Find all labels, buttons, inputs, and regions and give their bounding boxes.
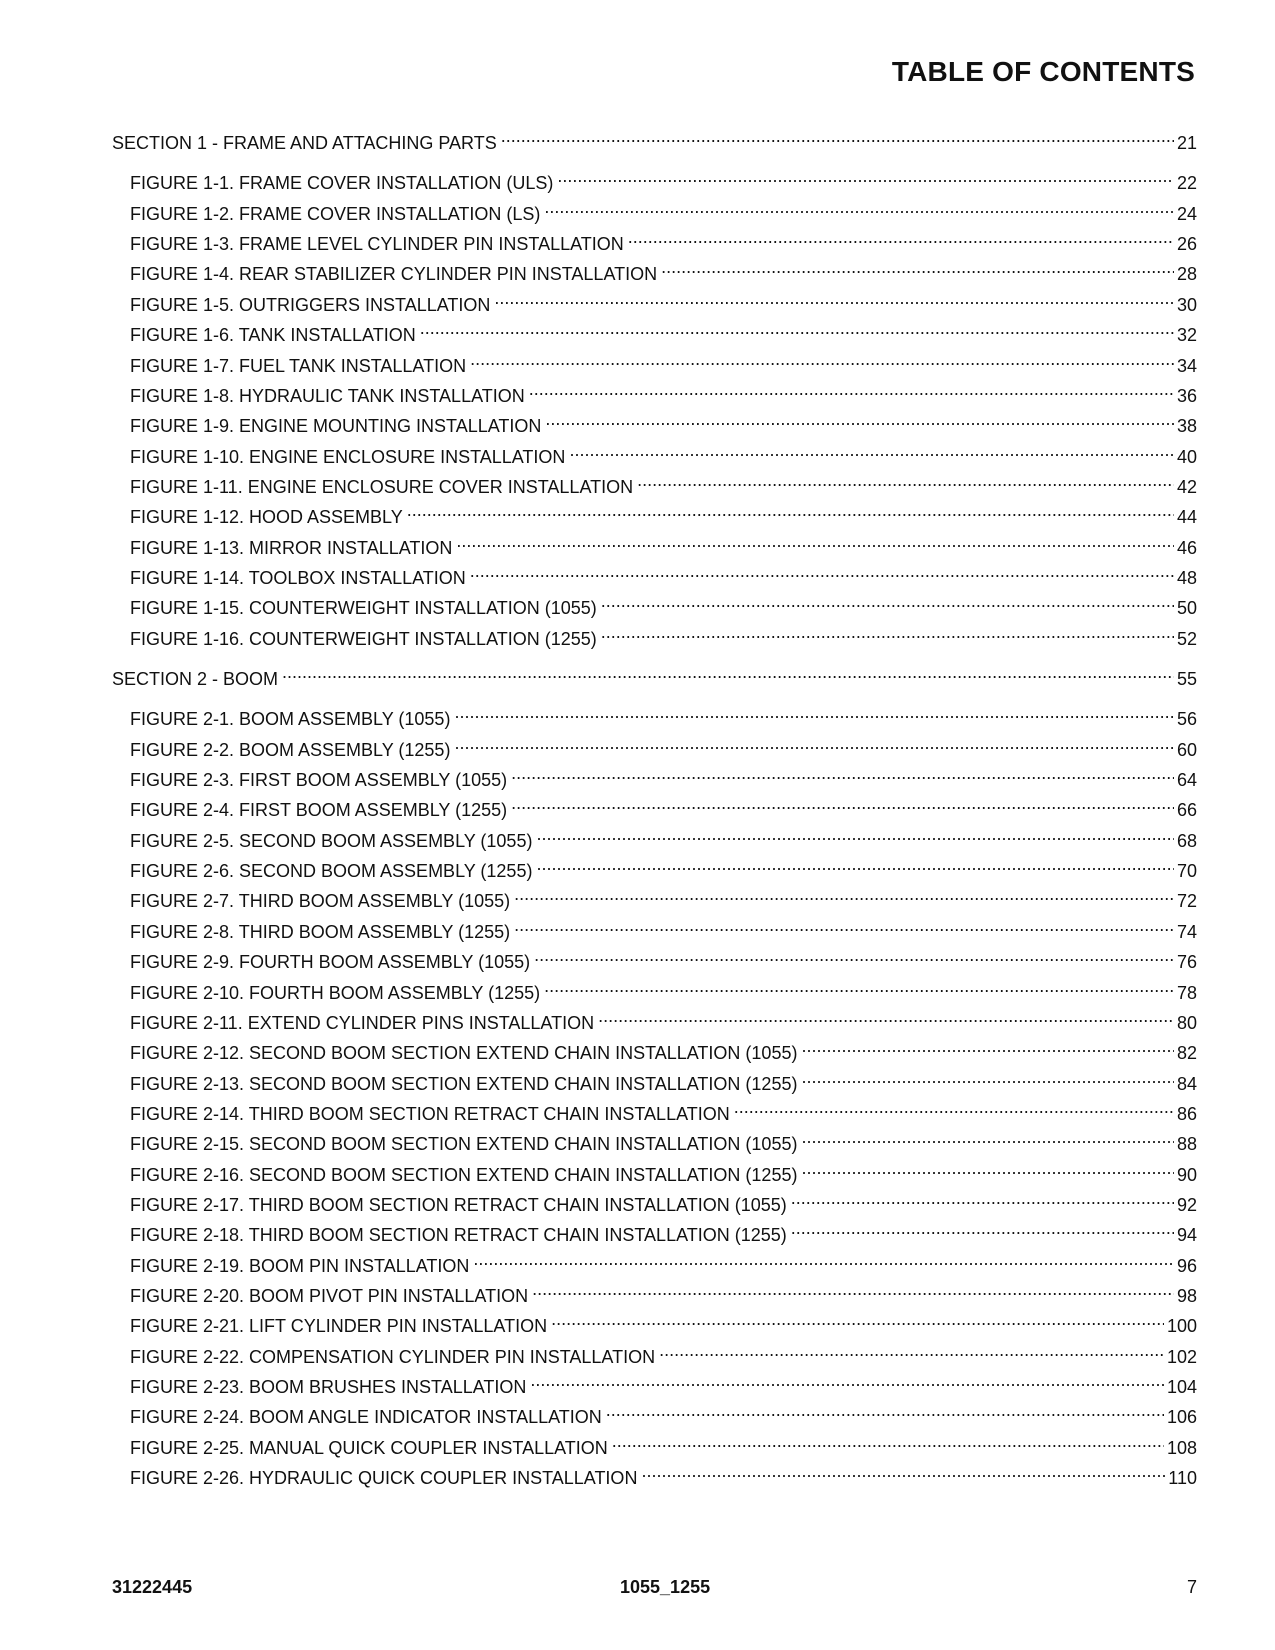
- toc-entry-page: 78: [1176, 982, 1197, 1003]
- dot-leader: [511, 794, 1174, 816]
- toc-figure-entry[interactable]: [130, 228, 1197, 255]
- toc-entry-label: FIGURE 2-11. EXTEND CYLINDER PINS INSTALLATION: [130, 1012, 595, 1033]
- toc-figure-entry[interactable]: [130, 501, 1197, 528]
- toc-entry-label: FIGURE 2-14. THIRD BOOM SECTION RETRACT CHAIN INSTALLATION: [130, 1103, 730, 1124]
- toc-entry-label: FIGURE 1-14. TOOLBOX INSTALLATION: [130, 567, 466, 588]
- toc-entry-label: FIGURE 2-16. SECOND BOOM SECTION EXTEND CHAIN INSTALLATION (1255): [130, 1164, 798, 1185]
- toc-entry-label: FIGURE 2-22. COMPENSATION CYLINDER PIN INSTALLATION: [130, 1346, 656, 1367]
- toc-entry-label: FIGURE 2-18. THIRD BOOM SECTION RETRACT CHAIN INSTALLATION (1255): [130, 1225, 787, 1246]
- toc-entry-label: FIGURE 2-8. THIRD BOOM ASSEMBLY (1255): [130, 921, 511, 942]
- toc-entry-page: 28: [1176, 264, 1197, 285]
- dot-leader: [641, 1462, 1165, 1484]
- toc-entry-label: FIGURE 1-2. FRAME COVER INSTALLATION (LS): [130, 203, 541, 224]
- toc-figure-entry[interactable]: [130, 825, 1197, 852]
- toc-figure-entry[interactable]: [130, 623, 1197, 650]
- toc-entry-label: SECTION 1 - FRAME AND ATTACHING PARTS: [112, 133, 497, 153]
- dot-leader: [530, 1371, 1164, 1393]
- toc-entry-page: 76: [1176, 952, 1197, 973]
- toc-entry-page: 74: [1176, 921, 1197, 942]
- dot-leader: [544, 198, 1174, 220]
- toc-entry-page: 100: [1166, 1316, 1197, 1337]
- toc-entry-page: 42: [1176, 476, 1197, 497]
- toc-figure-entry[interactable]: [130, 946, 1197, 973]
- dot-leader: [514, 916, 1174, 938]
- toc-entry-page: 104: [1166, 1377, 1197, 1397]
- toc-entry-page: 56: [1176, 709, 1197, 730]
- dot-leader: [569, 441, 1174, 463]
- toc-entry-label: FIGURE 2-5. SECOND BOOM ASSEMBLY (1055): [130, 830, 533, 851]
- toc-entry-page: 40: [1176, 446, 1197, 467]
- toc-figure-entry[interactable]: [130, 441, 1197, 468]
- toc-entry-page: 38: [1176, 416, 1197, 437]
- toc-entry-page: 24: [1176, 203, 1197, 224]
- toc-entry-page: 21: [1176, 133, 1197, 153]
- toc-figure-entry[interactable]: [130, 1280, 1197, 1307]
- dot-leader: [494, 289, 1174, 311]
- toc-figure-entry[interactable]: [130, 1341, 1197, 1368]
- dot-leader: [801, 1128, 1174, 1150]
- dot-leader: [536, 855, 1174, 877]
- toc-entry-label: FIGURE 1-4. REAR STABILIZER CYLINDER PIN INSTALLATION: [130, 264, 658, 285]
- dot-leader: [734, 1098, 1174, 1120]
- toc-figure-entry[interactable]: [130, 1401, 1197, 1428]
- toc-entry-label: FIGURE 1-8. HYDRAULIC TANK INSTALLATION: [130, 385, 525, 406]
- toc-entry-page: 26: [1176, 234, 1197, 254]
- toc-figure-entry[interactable]: [130, 1068, 1197, 1095]
- page-footer: [112, 1577, 1197, 1601]
- dot-leader: [606, 1401, 1164, 1423]
- toc-entry-label: FIGURE 1-3. FRAME LEVEL CYLINDER PIN INSTALLATION: [130, 234, 624, 254]
- toc-entry-page: 68: [1176, 830, 1197, 851]
- toc-entry-label: FIGURE 2-3. FIRST BOOM ASSEMBLY (1055): [130, 770, 508, 790]
- toc-entry-page: 30: [1176, 294, 1197, 315]
- toc-entry-label: FIGURE 2-6. SECOND BOOM ASSEMBLY (1255): [130, 861, 533, 882]
- toc-figure-entry[interactable]: [130, 1098, 1197, 1125]
- dot-leader: [407, 501, 1174, 523]
- dot-leader: [544, 977, 1174, 999]
- toc-entry-label: FIGURE 1-16. COUNTERWEIGHT INSTALLATION (1255): [130, 628, 597, 649]
- dot-leader: [532, 1280, 1174, 1302]
- toc-figure-entry[interactable]: [130, 734, 1197, 761]
- dot-leader: [801, 1159, 1174, 1181]
- toc-entry-label: FIGURE 2-17. THIRD BOOM SECTION RETRACT CHAIN INSTALLATION (1055): [130, 1194, 787, 1215]
- toc-entry-page: 72: [1176, 891, 1197, 912]
- toc-entry-label: FIGURE 2-23. BOOM BRUSHES INSTALLATION: [130, 1377, 527, 1397]
- toc-figure-entry[interactable]: [130, 794, 1197, 821]
- dot-leader: [470, 562, 1174, 584]
- toc-entry-page: 88: [1176, 1134, 1197, 1155]
- page-number: 7: [1186, 1577, 1197, 1597]
- toc-entry-label: FIGURE 1-11. ENGINE ENCLOSURE COVER INSTALLATION: [130, 476, 634, 497]
- dot-leader: [791, 1219, 1174, 1241]
- dot-leader: [511, 764, 1174, 786]
- dot-leader: [456, 532, 1174, 554]
- toc-figure-entry[interactable]: [130, 1462, 1197, 1489]
- toc-entry-page: 80: [1176, 1012, 1197, 1033]
- toc-entry-label: FIGURE 2-26. HYDRAULIC QUICK COUPLER INSTALLATION: [130, 1468, 638, 1488]
- toc-entry-page: 84: [1176, 1073, 1197, 1094]
- toc-figure-entry[interactable]: [130, 855, 1197, 882]
- dot-leader: [534, 946, 1174, 968]
- toc-entry-page: 22: [1176, 173, 1197, 194]
- toc-figure-entry[interactable]: [130, 1310, 1197, 1337]
- dot-leader: [545, 410, 1174, 432]
- dot-leader: [514, 885, 1174, 907]
- dot-leader: [801, 1068, 1174, 1090]
- toc-entry-label: FIGURE 1-13. MIRROR INSTALLATION: [130, 537, 453, 558]
- toc-entry-label: FIGURE 2-1. BOOM ASSEMBLY (1055): [130, 709, 451, 730]
- dot-leader: [659, 1341, 1164, 1363]
- toc-figure-entry[interactable]: [130, 1219, 1197, 1246]
- dot-leader: [420, 319, 1174, 341]
- toc-entry-page: 82: [1176, 1043, 1197, 1064]
- toc-entry-label: FIGURE 1-7. FUEL TANK INSTALLATION: [130, 355, 467, 376]
- toc-entry-page: 48: [1176, 567, 1197, 588]
- toc-section-entry[interactable]: [112, 127, 1197, 154]
- dot-leader: [536, 825, 1174, 847]
- toc-entry-page: 36: [1176, 385, 1197, 406]
- dot-leader: [598, 1007, 1174, 1029]
- toc-entry-page: 96: [1176, 1255, 1197, 1276]
- dot-leader: [791, 1189, 1174, 1211]
- toc-figure-entry[interactable]: [130, 198, 1197, 225]
- toc-entry-page: 60: [1176, 739, 1197, 760]
- toc-entry-label: FIGURE 2-15. SECOND BOOM SECTION EXTEND CHAIN INSTALLATION (1055): [130, 1134, 798, 1155]
- toc-figure-entry[interactable]: [130, 977, 1197, 1004]
- dot-leader: [628, 228, 1174, 250]
- toc-entry-page: 50: [1176, 598, 1197, 619]
- dot-leader: [637, 471, 1174, 493]
- toc-entry-page: 46: [1176, 537, 1197, 558]
- toc-entry-page: 66: [1176, 800, 1197, 821]
- dot-leader: [551, 1310, 1164, 1332]
- toc-figure-entry[interactable]: [130, 380, 1197, 407]
- toc-entry-label: FIGURE 2-7. THIRD BOOM ASSEMBLY (1055): [130, 891, 511, 912]
- dot-leader: [661, 258, 1174, 280]
- toc-entry-page: 102: [1166, 1346, 1197, 1367]
- dot-leader: [601, 592, 1174, 614]
- toc-figure-entry[interactable]: [130, 1250, 1197, 1277]
- toc-figure-entry[interactable]: [130, 289, 1197, 316]
- toc-figure-entry[interactable]: [130, 1159, 1197, 1186]
- toc-figure-entry[interactable]: [130, 167, 1197, 194]
- toc-entry-label: FIGURE 1-15. COUNTERWEIGHT INSTALLATION (1055): [130, 598, 597, 619]
- toc-entry-page: 110: [1168, 1468, 1197, 1488]
- dot-leader: [557, 167, 1174, 189]
- toc-entry-page: 55: [1176, 669, 1197, 689]
- toc-figure-entry[interactable]: [130, 1007, 1197, 1034]
- toc-figure-entry[interactable]: [130, 592, 1197, 619]
- toc-figure-entry[interactable]: [130, 258, 1197, 285]
- toc-entry-page: 86: [1176, 1103, 1197, 1124]
- toc-figure-entry[interactable]: [130, 1128, 1197, 1155]
- dot-leader: [501, 127, 1174, 149]
- toc-entry-page: 98: [1176, 1285, 1197, 1306]
- dot-leader: [470, 350, 1174, 372]
- dot-leader: [473, 1250, 1174, 1272]
- toc-entry-page: 34: [1176, 355, 1197, 376]
- toc-entry-page: 52: [1176, 628, 1197, 649]
- toc-entry-label: FIGURE 1-10. ENGINE ENCLOSURE INSTALLATION: [130, 446, 566, 467]
- toc-entry-label: FIGURE 1-1. FRAME COVER INSTALLATION (ULS): [130, 173, 554, 194]
- toc-entry-label: FIGURE 2-12. SECOND BOOM SECTION EXTEND CHAIN INSTALLATION (1055): [130, 1043, 798, 1064]
- toc-figure-entry[interactable]: [130, 471, 1197, 498]
- toc-figure-entry[interactable]: [130, 1189, 1197, 1216]
- toc-figure-entry[interactable]: [130, 916, 1197, 943]
- toc-entry-label: FIGURE 2-19. BOOM PIN INSTALLATION: [130, 1255, 470, 1276]
- dot-leader: [601, 623, 1174, 645]
- toc-figure-entry[interactable]: [130, 350, 1197, 377]
- toc-entry-label: FIGURE 2-4. FIRST BOOM ASSEMBLY (1255): [130, 800, 508, 821]
- model-number: 1055_1255: [620, 1577, 711, 1597]
- toc-entry-page: 92: [1176, 1194, 1197, 1215]
- toc-figure-entry[interactable]: [130, 1371, 1197, 1398]
- toc-figure-entry[interactable]: [130, 1432, 1197, 1459]
- toc-entry-page: 32: [1176, 325, 1197, 346]
- dot-leader: [801, 1037, 1174, 1059]
- toc-entry-page: 44: [1176, 507, 1197, 528]
- toc-entry-label: FIGURE 2-10. FOURTH BOOM ASSEMBLY (1255): [130, 982, 541, 1003]
- toc-figure-entry[interactable]: [130, 319, 1197, 346]
- toc-entry-label: FIGURE 2-13. SECOND BOOM SECTION EXTEND CHAIN INSTALLATION (1255): [130, 1073, 798, 1094]
- toc-entry-label: FIGURE 2-2. BOOM ASSEMBLY (1255): [130, 739, 451, 760]
- toc-figure-entry[interactable]: [130, 764, 1197, 791]
- toc-entry-label: FIGURE 2-24. BOOM ANGLE INDICATOR INSTALLATION: [130, 1407, 602, 1428]
- toc-entry-label: FIGURE 2-20. BOOM PIVOT PIN INSTALLATION: [130, 1285, 529, 1306]
- dot-leader: [612, 1432, 1164, 1454]
- page-title: TABLE OF CONTENTS: [891, 56, 1195, 87]
- toc-entry-label: FIGURE 2-25. MANUAL QUICK COUPLER INSTALLATION: [130, 1437, 608, 1458]
- toc-entry-page: 64: [1176, 770, 1197, 790]
- toc-figure-entry[interactable]: [130, 562, 1197, 589]
- toc-entry-page: 90: [1176, 1164, 1197, 1185]
- toc-figure-entry[interactable]: [130, 1037, 1197, 1064]
- toc-figure-entry[interactable]: [130, 532, 1197, 559]
- dot-leader: [454, 703, 1174, 725]
- toc-figure-entry[interactable]: [130, 410, 1197, 437]
- toc-figure-entry[interactable]: [130, 885, 1197, 912]
- toc-figure-entry[interactable]: [130, 703, 1197, 730]
- dot-leader: [454, 734, 1174, 756]
- toc-entry-label: FIGURE 2-9. FOURTH BOOM ASSEMBLY (1055): [130, 952, 531, 973]
- toc-entry-label: FIGURE 2-21. LIFT CYLINDER PIN INSTALLATION: [130, 1316, 548, 1337]
- toc-entry-page: 108: [1166, 1437, 1197, 1458]
- document-number: 31222445: [112, 1577, 193, 1597]
- toc-entry-page: 94: [1176, 1225, 1197, 1246]
- toc-entry-label: FIGURE 1-12. HOOD ASSEMBLY: [130, 507, 403, 528]
- dot-leader: [282, 663, 1174, 685]
- toc-entry-page: 70: [1176, 861, 1197, 882]
- toc-entry-label: SECTION 2 - BOOM: [112, 669, 279, 689]
- toc-entry-label: FIGURE 1-6. TANK INSTALLATION: [130, 325, 416, 346]
- dot-leader: [529, 380, 1174, 402]
- toc-entry-label: FIGURE 1-5. OUTRIGGERS INSTALLATION: [130, 294, 491, 315]
- toc-section-entry[interactable]: [112, 663, 1197, 690]
- toc-entry-label: FIGURE 1-9. ENGINE MOUNTING INSTALLATION: [130, 416, 542, 437]
- toc-entry-page: 106: [1166, 1407, 1197, 1428]
